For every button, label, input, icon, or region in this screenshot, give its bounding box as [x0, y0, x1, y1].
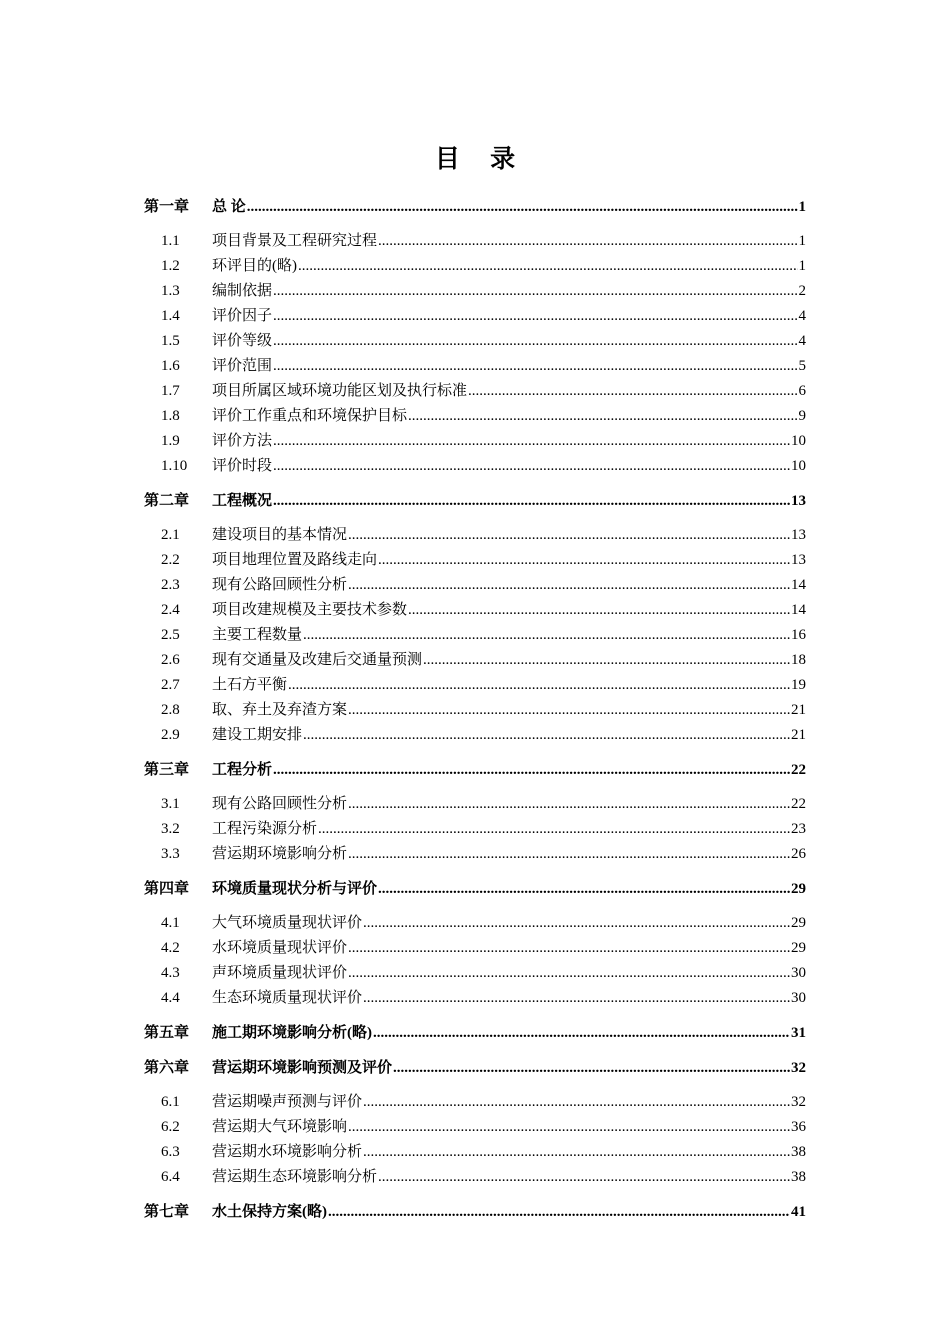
dot-leader	[348, 698, 790, 723]
section-title: 项目地理位置及路线走向	[212, 552, 378, 568]
chapter-page-number: 41	[791, 1204, 806, 1220]
section-title: 评价工作重点和环境保护目标	[212, 408, 408, 424]
section-page-number: 29	[791, 940, 806, 956]
toc-section-entry[interactable]	[144, 817, 806, 842]
dot-leader	[303, 723, 790, 748]
toc-section-entry[interactable]	[144, 379, 806, 404]
section-number: 1.8	[161, 408, 180, 424]
toc-section-entry[interactable]	[144, 648, 806, 673]
dot-leader	[408, 404, 797, 429]
toc-section-entry[interactable]	[144, 454, 806, 479]
dot-leader	[318, 817, 790, 842]
section-number: 1.10	[161, 458, 188, 474]
toc-chapter-entry[interactable]	[144, 1056, 806, 1081]
chapter-page-number: 29	[791, 881, 806, 897]
section-page-number: 14	[791, 602, 806, 618]
section-page-number: 32	[791, 1094, 806, 1110]
chapter-number: 第六章	[144, 1060, 190, 1076]
section-title: 营运期生态环境影响分析	[212, 1169, 378, 1185]
chapter-title: 施工期环境影响分析(略)	[212, 1025, 372, 1041]
section-title: 营运期环境影响分析	[212, 846, 348, 862]
toc-section-entry[interactable]	[144, 229, 806, 254]
chapter-page-number: 13	[791, 493, 806, 509]
page-title: 目 录	[434, 146, 528, 173]
section-number: 6.2	[161, 1119, 180, 1135]
dot-leader	[273, 454, 790, 479]
toc-section-entry[interactable]	[144, 354, 806, 379]
section-title: 编制依据	[212, 283, 273, 299]
toc-chapter-entry[interactable]	[144, 195, 806, 220]
section-page-number: 2	[798, 283, 806, 299]
section-page-number: 13	[791, 552, 806, 568]
dot-leader	[348, 842, 790, 867]
chapter-page-number: 32	[791, 1060, 806, 1076]
section-page-number: 10	[791, 458, 806, 474]
toc-chapter-entry[interactable]	[144, 1021, 806, 1046]
section-number: 2.7	[161, 677, 180, 693]
toc-section-entry[interactable]	[144, 254, 806, 279]
section-page-number: 22	[791, 796, 806, 812]
dot-leader	[273, 279, 797, 304]
section-title: 评价等级	[212, 333, 273, 349]
section-title: 现有交通量及改建后交通量预测	[212, 652, 423, 668]
dot-leader	[288, 673, 790, 698]
section-number: 1.4	[161, 308, 180, 324]
section-page-number: 16	[791, 627, 806, 643]
dot-leader	[273, 758, 790, 783]
section-title: 评价范围	[212, 358, 273, 374]
toc-section-entry[interactable]	[144, 936, 806, 961]
dot-leader	[378, 229, 797, 254]
section-page-number: 19	[791, 677, 806, 693]
section-page-number: 30	[791, 965, 806, 981]
section-number: 1.1	[161, 233, 180, 249]
section-page-number: 21	[791, 727, 806, 743]
chapter-page-number: 22	[791, 762, 806, 778]
toc-section-entry[interactable]	[144, 723, 806, 748]
dot-leader	[363, 911, 790, 936]
section-title: 建设工期安排	[212, 727, 303, 743]
toc-section-entry[interactable]	[144, 404, 806, 429]
toc-chapter-entry[interactable]	[144, 877, 806, 902]
chapter-number: 第二章	[144, 493, 190, 509]
section-page-number: 1	[798, 258, 806, 274]
dot-leader	[378, 1165, 790, 1190]
section-number: 3.1	[161, 796, 180, 812]
section-title: 声环境质量现状评价	[212, 965, 348, 981]
toc-section-entry[interactable]	[144, 792, 806, 817]
section-title: 取、弃土及弃渣方案	[212, 702, 348, 718]
section-page-number: 1	[798, 233, 806, 249]
section-page-number: 9	[798, 408, 806, 424]
section-title: 项目背景及工程研究过程	[212, 233, 378, 249]
dot-leader	[273, 329, 797, 354]
dot-leader	[363, 1140, 790, 1165]
section-title: 营运期噪声预测与评价	[212, 1094, 363, 1110]
dot-leader	[363, 1090, 790, 1115]
toc-chapter-entry[interactable]	[144, 489, 806, 514]
table-of-contents	[144, 195, 806, 1225]
toc-section-entry[interactable]	[144, 1140, 806, 1165]
section-number: 2.3	[161, 577, 180, 593]
section-title: 评价时段	[212, 458, 273, 474]
toc-section-entry[interactable]	[144, 842, 806, 867]
toc-section-entry[interactable]	[144, 548, 806, 573]
toc-section-entry[interactable]	[144, 961, 806, 986]
toc-section-entry[interactable]	[144, 279, 806, 304]
section-number: 2.9	[161, 727, 180, 743]
section-number: 2.4	[161, 602, 180, 618]
section-page-number: 38	[791, 1144, 806, 1160]
section-title: 生态环境质量现状评价	[212, 990, 363, 1006]
section-title: 水环境质量现状评价	[212, 940, 348, 956]
dot-leader	[378, 877, 790, 902]
section-title: 土石方平衡	[212, 677, 288, 693]
toc-section-entry[interactable]	[144, 673, 806, 698]
section-number: 1.3	[161, 283, 180, 299]
section-page-number: 38	[791, 1169, 806, 1185]
section-title: 工程污染源分析	[212, 821, 318, 837]
chapter-title: 工程概况	[212, 493, 273, 509]
section-page-number: 6	[798, 383, 806, 399]
chapter-number: 第五章	[144, 1025, 190, 1041]
section-title: 现有公路回顾性分析	[212, 577, 348, 593]
section-page-number: 14	[791, 577, 806, 593]
chapter-number: 第七章	[144, 1204, 190, 1220]
dot-leader	[373, 1021, 790, 1046]
toc-section-entry[interactable]	[144, 429, 806, 454]
section-number: 4.1	[161, 915, 180, 931]
section-page-number: 26	[791, 846, 806, 862]
dot-leader	[408, 598, 790, 623]
section-number: 6.3	[161, 1144, 180, 1160]
toc-section-entry[interactable]	[144, 623, 806, 648]
section-title: 建设项目的基本情况	[212, 527, 348, 543]
dot-leader	[247, 195, 798, 220]
dot-leader	[348, 792, 790, 817]
dot-leader	[298, 254, 798, 279]
section-number: 2.8	[161, 702, 180, 718]
chapter-title: 营运期环境影响预测及评价	[212, 1060, 393, 1076]
chapter-page-number: 31	[791, 1025, 806, 1041]
section-title: 评价因子	[212, 308, 273, 324]
chapter-number: 第一章	[144, 199, 190, 215]
section-number: 1.5	[161, 333, 180, 349]
section-page-number: 23	[791, 821, 806, 837]
section-page-number: 4	[798, 333, 806, 349]
chapter-title: 总 论	[212, 199, 246, 215]
dot-leader	[273, 429, 790, 454]
section-number: 1.7	[161, 383, 180, 399]
section-page-number: 36	[791, 1119, 806, 1135]
section-page-number: 21	[791, 702, 806, 718]
toc-chapter-entry[interactable]	[144, 1200, 806, 1225]
toc-section-entry[interactable]	[144, 598, 806, 623]
dot-leader	[273, 489, 790, 514]
section-number: 6.4	[161, 1169, 180, 1185]
toc-section-entry[interactable]	[144, 1165, 806, 1190]
toc-chapter-entry[interactable]	[144, 758, 806, 783]
dot-leader	[378, 548, 790, 573]
section-title: 营运期水环境影响分析	[212, 1144, 363, 1160]
toc-section-entry[interactable]	[144, 1115, 806, 1140]
section-title: 评价方法	[212, 433, 273, 449]
dot-leader	[328, 1200, 790, 1225]
section-number: 3.2	[161, 821, 180, 837]
toc-section-entry[interactable]	[144, 1090, 806, 1115]
dot-leader	[348, 961, 790, 986]
chapter-number: 第四章	[144, 881, 190, 897]
dot-leader	[393, 1056, 790, 1081]
section-number: 1.9	[161, 433, 180, 449]
section-number: 2.5	[161, 627, 180, 643]
toc-section-entry[interactable]	[144, 698, 806, 723]
section-number: 3.3	[161, 846, 180, 862]
section-number: 4.4	[161, 990, 180, 1006]
toc-section-entry[interactable]	[144, 911, 806, 936]
toc-section-entry[interactable]	[144, 573, 806, 598]
section-number: 4.3	[161, 965, 180, 981]
section-title: 项目改建规模及主要技术参数	[212, 602, 408, 618]
section-title: 大气环境质量现状评价	[212, 915, 363, 931]
toc-section-entry[interactable]	[144, 986, 806, 1011]
section-number: 2.6	[161, 652, 180, 668]
section-number: 2.1	[161, 527, 180, 543]
section-title: 现有公路回顾性分析	[212, 796, 348, 812]
dot-leader	[363, 986, 790, 1011]
dot-leader	[348, 573, 790, 598]
section-title: 项目所属区域环境功能区划及执行标准	[212, 383, 468, 399]
toc-section-entry[interactable]	[144, 523, 806, 548]
section-number: 6.1	[161, 1094, 180, 1110]
dot-leader	[348, 523, 790, 548]
chapter-title: 水土保持方案(略)	[212, 1204, 327, 1220]
section-page-number: 30	[791, 990, 806, 1006]
dot-leader	[273, 304, 797, 329]
section-title: 营运期大气环境影响	[212, 1119, 348, 1135]
section-page-number: 5	[798, 358, 806, 374]
section-page-number: 4	[798, 308, 806, 324]
section-page-number: 18	[791, 652, 806, 668]
section-number: 4.2	[161, 940, 180, 956]
toc-section-entry[interactable]	[144, 329, 806, 354]
section-number: 1.6	[161, 358, 180, 374]
chapter-page-number: 1	[798, 199, 806, 215]
chapter-title: 工程分析	[212, 762, 273, 778]
section-page-number: 13	[791, 527, 806, 543]
section-page-number: 10	[791, 433, 806, 449]
dot-leader	[423, 648, 790, 673]
section-title: 环评目的(略)	[212, 258, 297, 274]
dot-leader	[468, 379, 797, 404]
section-number: 2.2	[161, 552, 180, 568]
section-title: 主要工程数量	[212, 627, 303, 643]
dot-leader	[348, 936, 790, 961]
dot-leader	[303, 623, 790, 648]
section-number: 1.2	[161, 258, 180, 274]
chapter-number: 第三章	[144, 762, 190, 778]
chapter-title: 环境质量现状分析与评价	[212, 881, 378, 897]
toc-section-entry[interactable]	[144, 304, 806, 329]
section-page-number: 29	[791, 915, 806, 931]
dot-leader	[273, 354, 797, 379]
dot-leader	[348, 1115, 790, 1140]
